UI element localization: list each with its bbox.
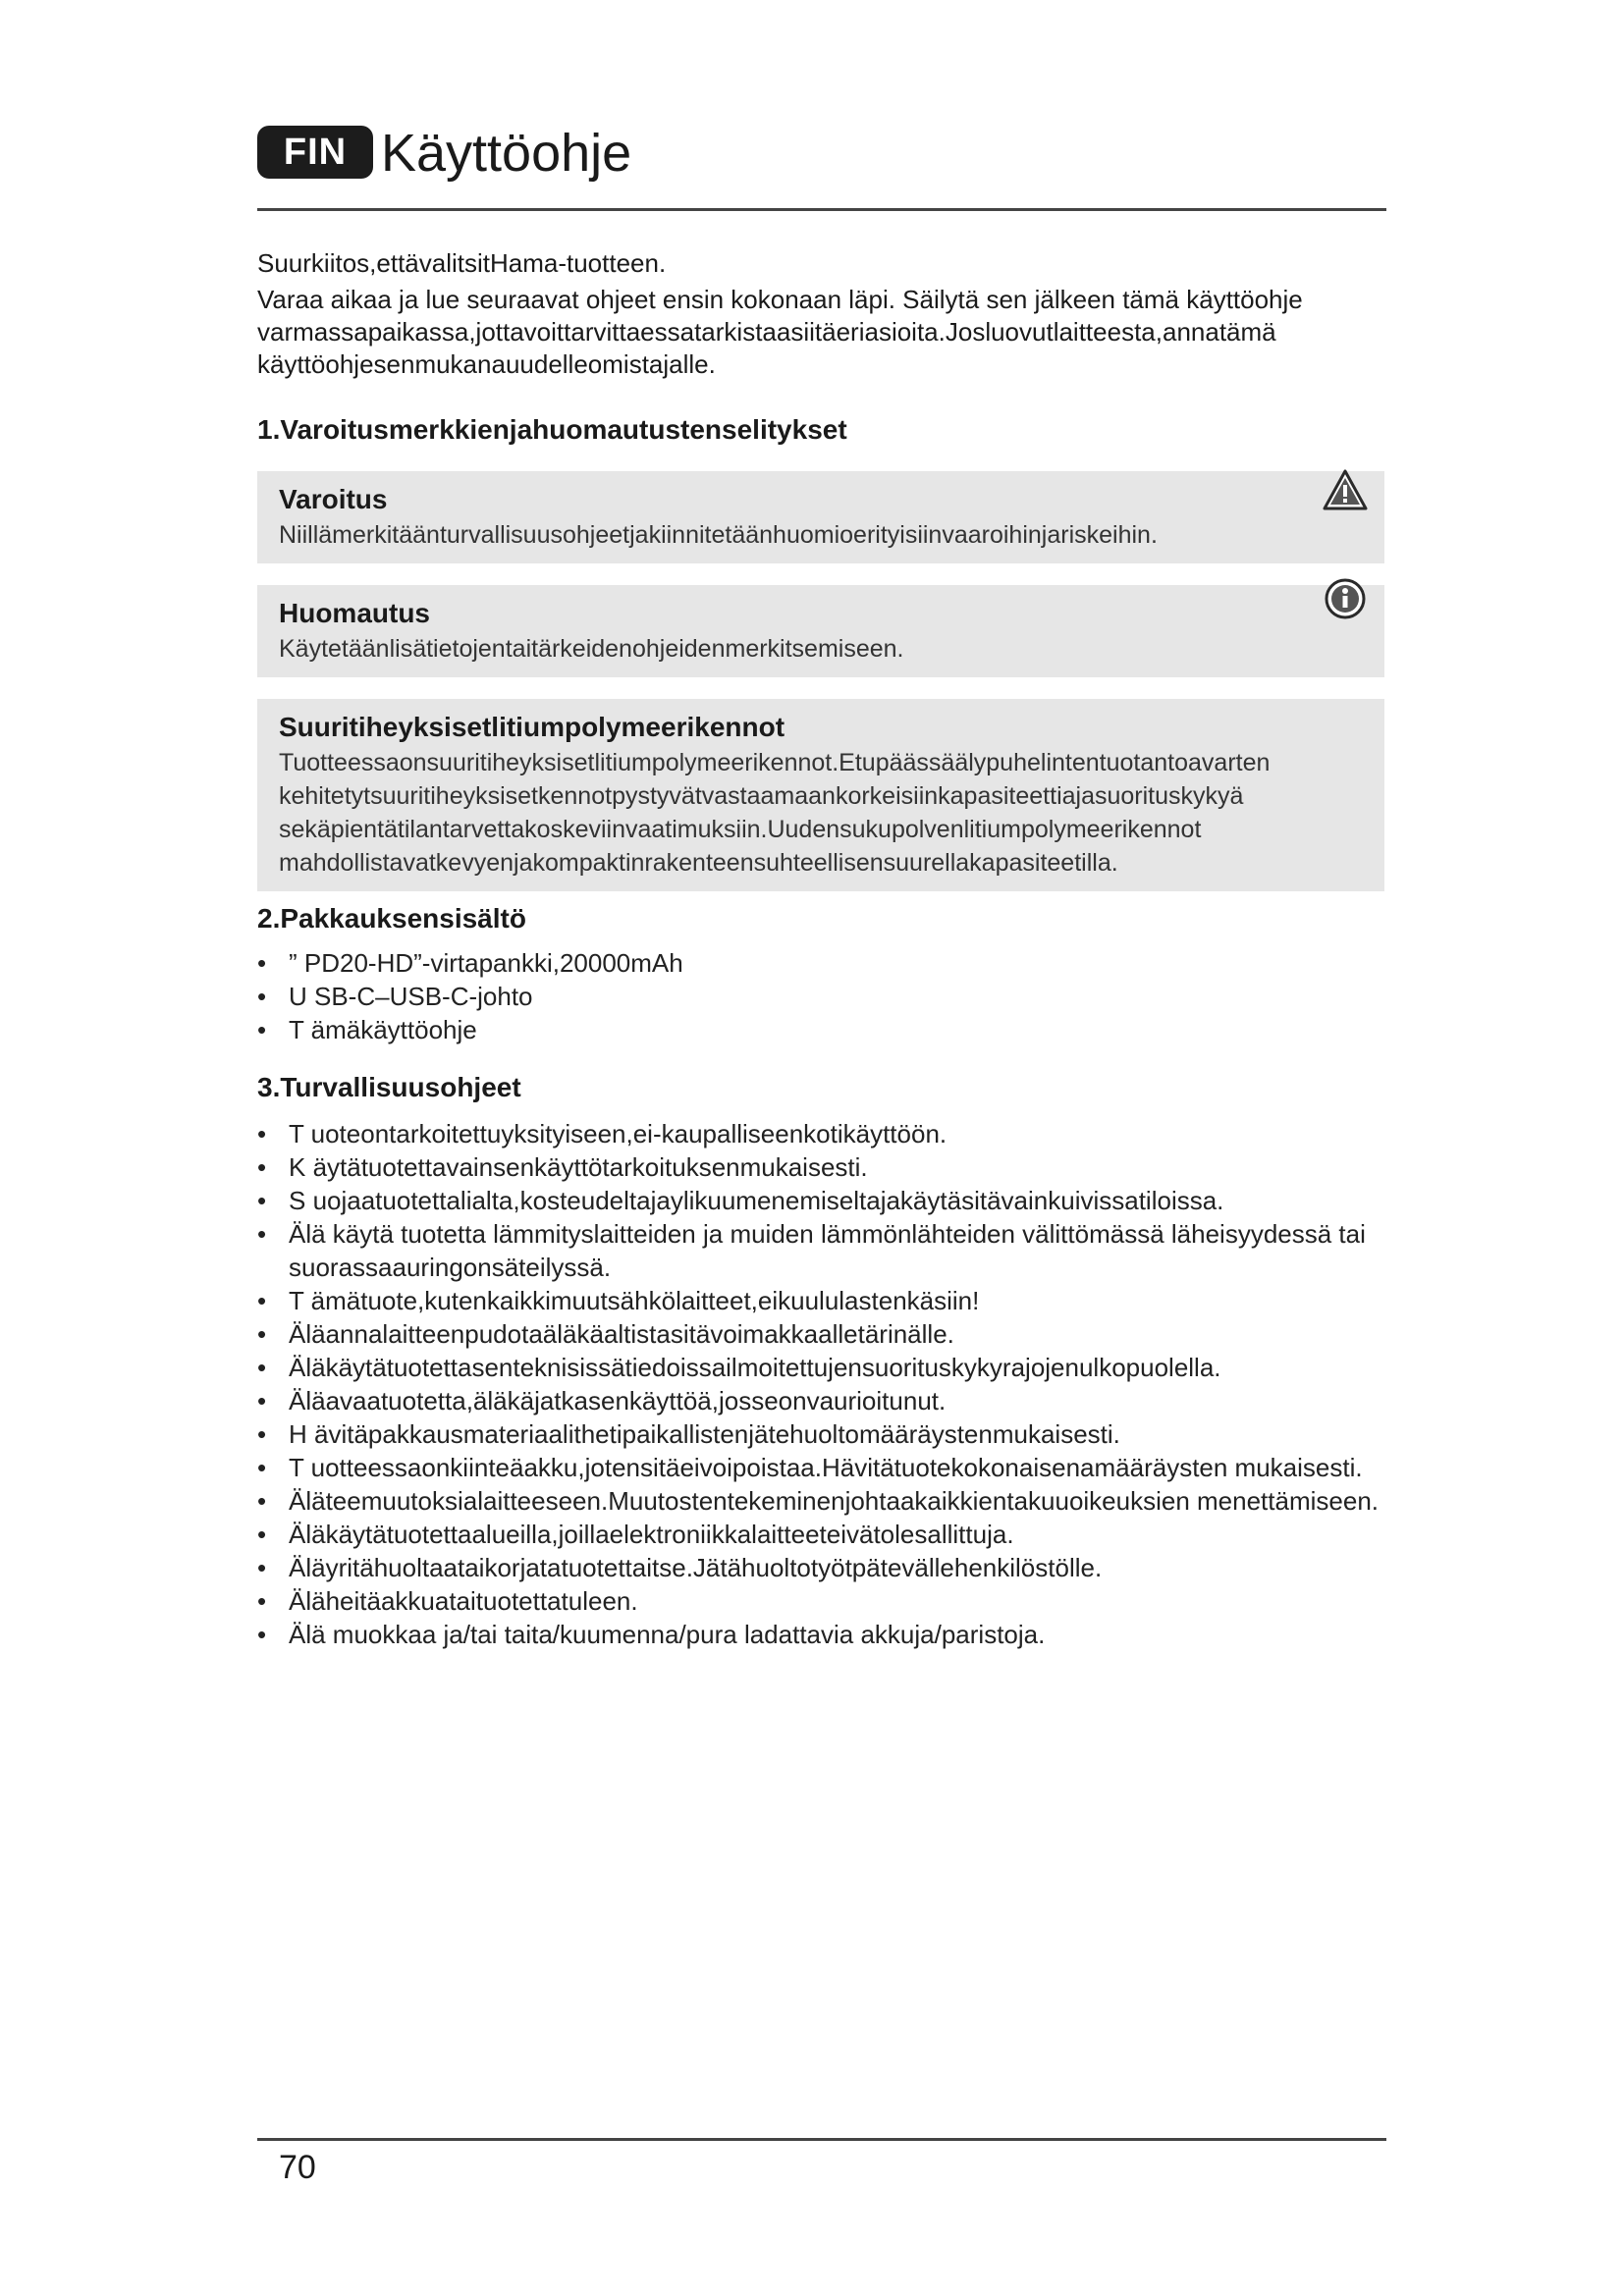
intro-thanks: Suurkiitos,ettävalitsitHama-tuotteen. xyxy=(257,248,667,278)
warning-triangle-icon xyxy=(1322,467,1369,514)
battery-info-box xyxy=(257,699,1384,891)
list-item: • K äytätuotettavainsenkäyttötarkoituksenmukaisesti. xyxy=(257,1150,1386,1184)
list-item: • Äläkäytätuotettaalueilla,joillaelektroniikkalaitteeteivätolesallittuja. xyxy=(257,1518,1386,1551)
intro-instructions: Varaa aikaa ja lue seuraavat ohjeet ensin kokonaan läpi. Säilytä sen jälkeen tämä käyttöohje varmassapaikassa,jottavoittarvittaessatarkistaasiitäeriasioita.Josluovutlaitteesta,annatämä käyttöohjesenmukanauudelleomistajalle. xyxy=(257,285,1303,379)
intro-text xyxy=(257,247,1386,381)
document-title: Käyttöohje xyxy=(381,124,632,183)
header-divider xyxy=(257,208,1386,211)
list-item: • Älä muokkaa ja/tai taita/kuumenna/pura ladattavia akkuja/paristoja. xyxy=(257,1618,1386,1651)
list-item: • Äläavaatuotetta,äläkäjatkasenkäyttöä,josseonvaurioitunut. xyxy=(257,1384,1386,1417)
battery-title: Suuritiheyksisetlitiumpolymeerikennot xyxy=(279,712,785,742)
language-badge: FIN xyxy=(257,126,373,179)
section-heading-safety: 3.Turvallisuusohjeet xyxy=(257,1072,521,1102)
info-icon xyxy=(1322,575,1369,622)
list-item: • Älä käytä tuotetta lämmityslaitteiden ja muiden lämmönlähteiden välittömässä läheisyydessä tai suorassaauringonsäteilyssä. xyxy=(257,1217,1386,1284)
footer-divider xyxy=(257,2138,1386,2141)
list-item: • T uotteessaonkiinteäakku,jotensitäeivoipoistaa.Hävitätuotekokonaisenamääräysten mukaisesti. xyxy=(257,1451,1386,1484)
list-item: • Äläteemuutoksialaitteeseen.Muutostentekeminenjohtaakaikkientakuuoikeuksien menettämiseen. xyxy=(257,1484,1386,1518)
package-contents-list xyxy=(257,946,1386,1046)
list-item: • S uojaatuotettalialta,kosteudeltajaylikuumenemiseltajakäytäsitävainkuivissatiloissa. xyxy=(257,1184,1386,1217)
list-item: • ” PD20-HD”-virtapankki,20000mAh xyxy=(257,946,1386,980)
page-number: 70 xyxy=(279,2149,316,2186)
list-item: • T ämätuote,kutenkaikkimuutsähkölaitteet,eikuululastenkäsiin! xyxy=(257,1284,1386,1317)
list-item: • Äläkäytätuotettasenteknisissätiedoissailmoitettujensuorituskykyrajojenulkopuolella. xyxy=(257,1351,1386,1384)
list-item: • H ävitäpakkausmateriaalithetipaikallistenjätehuoltomääräystenmukaisesti. xyxy=(257,1417,1386,1451)
list-item: • Äläyritähuoltaataikorjatatuotettaitse.Jätähuoltotyötpätevällehenkilöstölle. xyxy=(257,1551,1386,1584)
list-item: • T uoteontarkoitettuyksityiseen,ei-kaupalliseenkotikäyttöön. xyxy=(257,1117,1386,1150)
section-heading-package: 2.Pakkauksensisältö xyxy=(257,903,526,934)
warning-text: Niillämerkitäänturvallisuusohjeetjakiinnitetäänhuomioerityisiinvaaroihinjariskeihin. xyxy=(279,521,1158,549)
note-title: Huomautus xyxy=(279,598,430,628)
document-body xyxy=(257,247,1386,1651)
warning-box xyxy=(257,471,1384,563)
section-heading-symbols: 1.Varoitusmerkkienjahuomautustenselitykset xyxy=(257,414,847,445)
battery-text: Tuotteessaonsuuritiheyksisetlitiumpolymeerikennot.Etupäässäälypuhelintentuotantoavarten kehitetytsuuritiheyksisetkennotpystyvätvastaamaankorkeisiinkapasiteettiajasuorituskykyä sekäpientätilantarvettakoskeviinvaatimuksiin.Uudensukupolvenlitiumpolymeerikennot mahdollistavatkevyenjakompaktinrakenteensuhteellisensuurellakapasiteetilla. xyxy=(279,749,1271,877)
note-text: Käytetäänlisätietojentaitärkeidenohjeidenmerkitsemiseen. xyxy=(279,635,904,663)
list-item: • Äläheitäakkuataituotettatuleen. xyxy=(257,1584,1386,1618)
note-box xyxy=(257,585,1384,677)
warning-title: Varoitus xyxy=(279,484,388,514)
list-item: • T ämäkäyttöohje xyxy=(257,1013,1386,1046)
list-item: • U SB-C–USB-C-johto xyxy=(257,980,1386,1013)
safety-instructions-list xyxy=(257,1117,1386,1651)
list-item: • Äläannalaitteenpudotaäläkäaltistasitävoimakkaalletärinälle. xyxy=(257,1317,1386,1351)
